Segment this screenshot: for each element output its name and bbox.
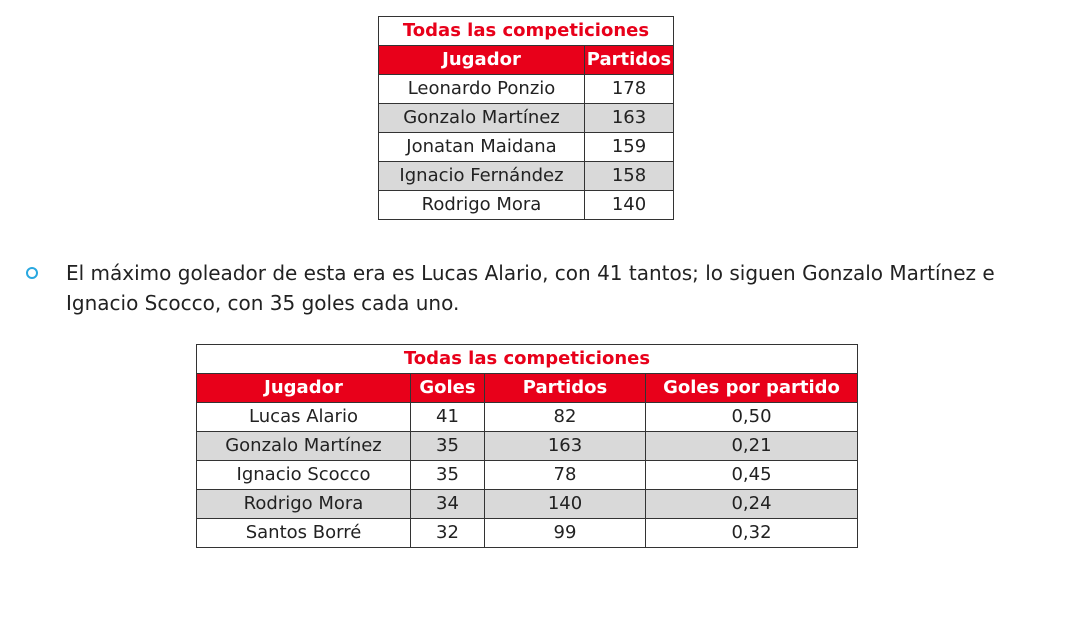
cell-goals: 35: [411, 432, 485, 461]
table-row: [379, 162, 674, 191]
table-row: [379, 104, 674, 133]
table-row: [379, 191, 674, 220]
cell-matches: 140: [585, 191, 674, 220]
table-header-row: [197, 374, 858, 403]
cell-player: Gonzalo Martínez: [379, 104, 585, 133]
column-header-goles-por-partido: Goles por partido: [646, 374, 858, 403]
column-header-partidos: Partidos: [585, 46, 674, 75]
cell-goals: 35: [411, 461, 485, 490]
table-row: [197, 490, 858, 519]
column-header-partidos: Partidos: [485, 374, 646, 403]
column-header-goles: Goles: [411, 374, 485, 403]
cell-matches: 158: [585, 162, 674, 191]
cell-player: Ignacio Fernández: [379, 162, 585, 191]
cell-player: Rodrigo Mora: [379, 191, 585, 220]
cell-matches: 163: [485, 432, 646, 461]
table-caption-row: [197, 345, 858, 374]
top-scorers-table: [196, 344, 858, 548]
table-caption: Todas las competiciones: [379, 17, 674, 46]
cell-matches: 178: [585, 75, 674, 104]
table-caption-row: [379, 17, 674, 46]
cell-goals-per-match: 0,32: [646, 519, 858, 548]
cell-goals: 34: [411, 490, 485, 519]
table-caption: Todas las competiciones: [197, 345, 858, 374]
table-row: [379, 133, 674, 162]
cell-goals-per-match: 0,24: [646, 490, 858, 519]
table-row: [379, 75, 674, 104]
cell-player: Gonzalo Martínez: [197, 432, 411, 461]
cell-matches: 140: [485, 490, 646, 519]
paragraph-text: El máximo goleador de esta era es Lucas Alario, con 41 tantos; lo siguen Gonzalo Martínez e Ignacio Scocco, con 35 goles cada uno.: [66, 261, 995, 315]
cell-goals-per-match: 0,21: [646, 432, 858, 461]
table-row: [197, 519, 858, 548]
cell-player: Jonatan Maidana: [379, 133, 585, 162]
cell-goals-per-match: 0,50: [646, 403, 858, 432]
cell-goals-per-match: 0,45: [646, 461, 858, 490]
column-header-jugador: Jugador: [197, 374, 411, 403]
column-header-jugador: Jugador: [379, 46, 585, 75]
cell-matches: 99: [485, 519, 646, 548]
cell-matches: 159: [585, 133, 674, 162]
cell-player: Ignacio Scocco: [197, 461, 411, 490]
cell-matches: 82: [485, 403, 646, 432]
table-row: [197, 403, 858, 432]
cell-player: Lucas Alario: [197, 403, 411, 432]
table-header-row: [379, 46, 674, 75]
cell-goals: 32: [411, 519, 485, 548]
cell-player: Rodrigo Mora: [197, 490, 411, 519]
cell-player: Santos Borré: [197, 519, 411, 548]
bullet-circle-icon: [26, 267, 38, 279]
table-row: [197, 432, 858, 461]
table-row: [197, 461, 858, 490]
cell-goals: 41: [411, 403, 485, 432]
cell-matches: 163: [585, 104, 674, 133]
cell-player: Leonardo Ponzio: [379, 75, 585, 104]
appearances-table: [378, 16, 674, 220]
cell-matches: 78: [485, 461, 646, 490]
bullet-paragraph: [20, 258, 1050, 318]
